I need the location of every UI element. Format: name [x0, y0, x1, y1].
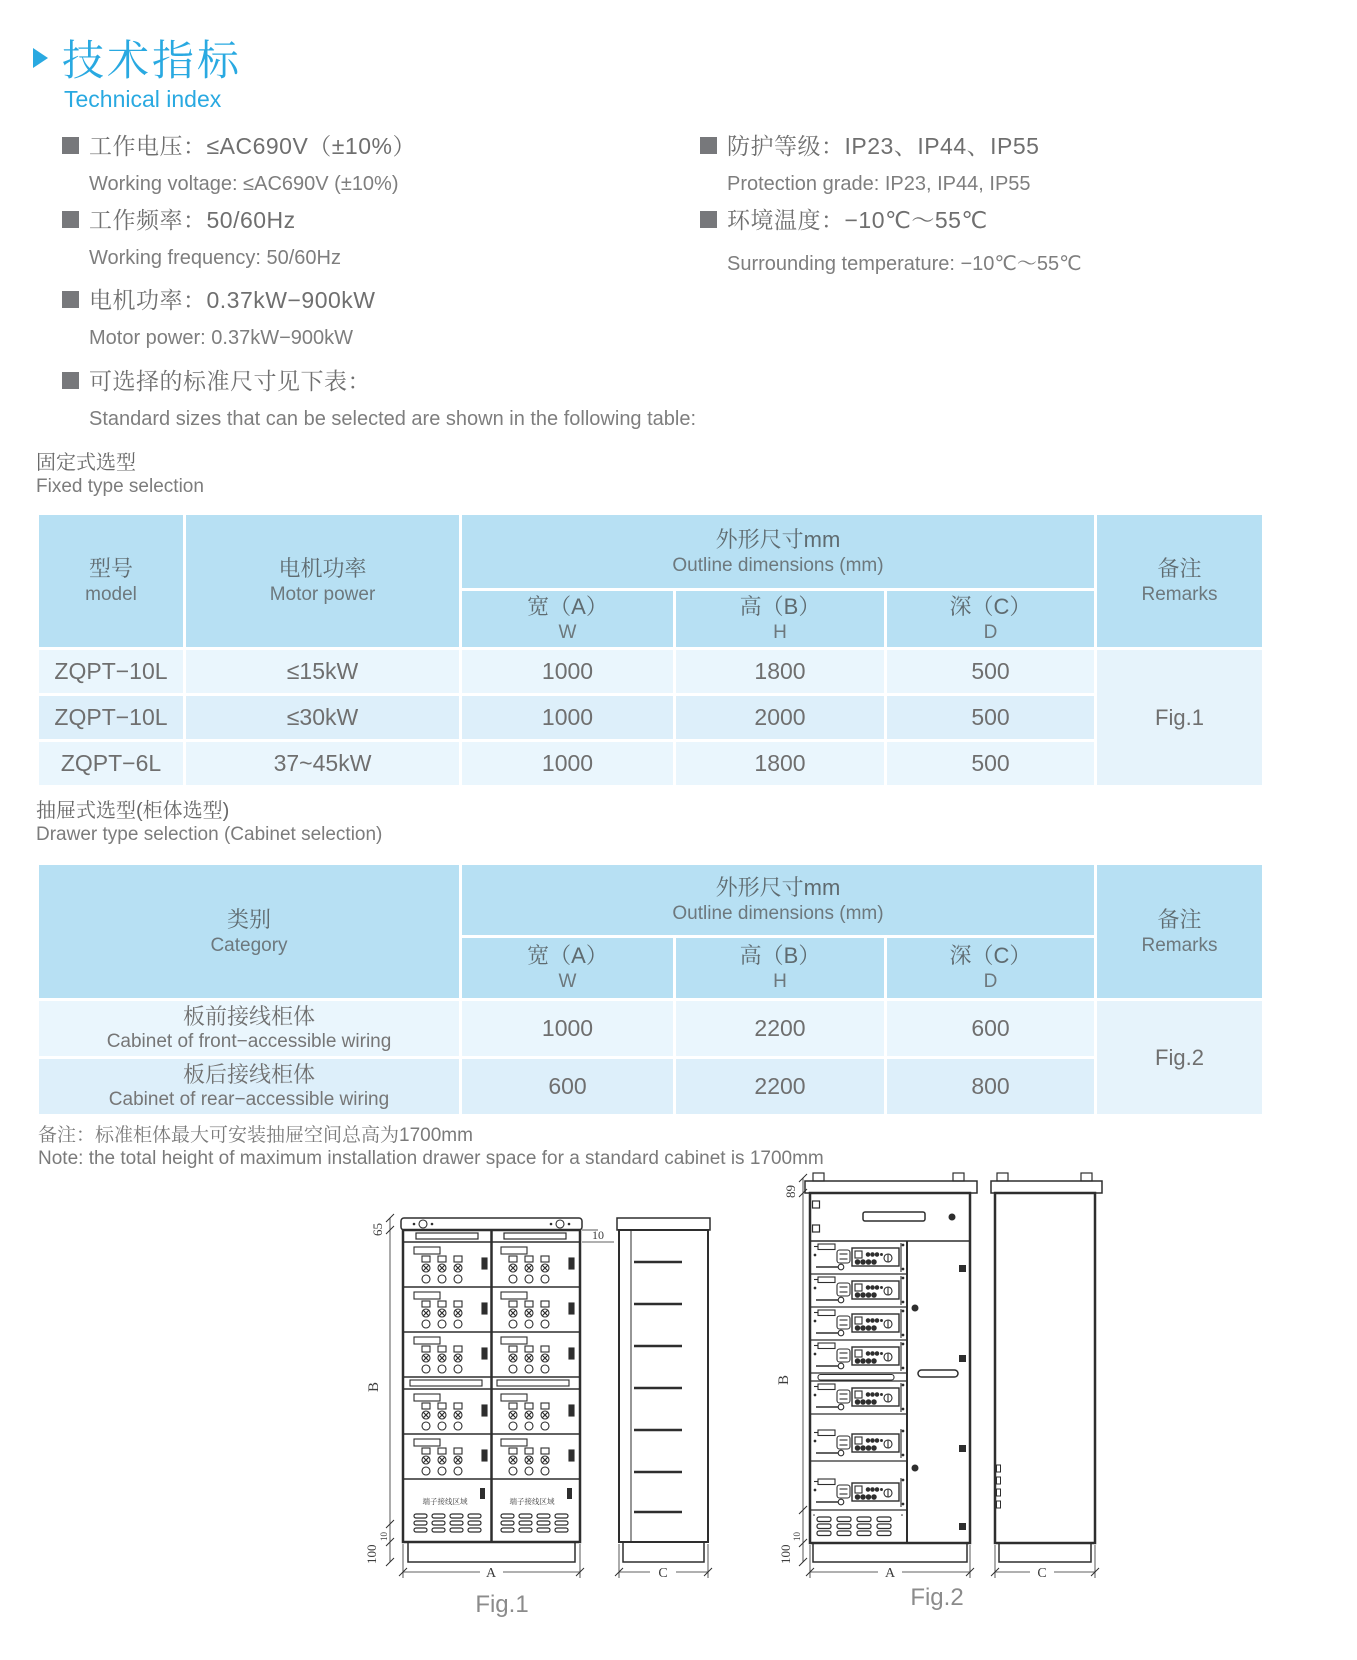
- t2-r0-cat-zh: 板前接线柜体: [182, 1004, 315, 1029]
- t2-col-height: [675, 937, 886, 1000]
- page-title-en: Technical index: [64, 86, 222, 112]
- square-bullet-icon: [700, 137, 717, 154]
- t2-r0-d: 600: [886, 1000, 1096, 1058]
- page-title-zh: 技术指标: [62, 37, 243, 84]
- square-bullet-icon: [62, 137, 79, 154]
- spec-en: Working frequency: 50/60Hz: [89, 247, 341, 269]
- drawer-type-table-wrap: [36, 862, 1262, 1117]
- fig2-side-view: [991, 1173, 1102, 1580]
- table-row: [38, 741, 1264, 787]
- t2-r1-cat-zh: 板后接线柜体: [182, 1062, 315, 1087]
- t1-r2-power: 37~45kW: [185, 741, 461, 787]
- square-bullet-icon: [62, 372, 79, 389]
- t1-col-height-zh: 高（B）: [739, 594, 821, 619]
- fig1-caption: Fig.1: [475, 1591, 529, 1618]
- t2-col-remarks-en: Remarks: [1141, 934, 1218, 956]
- spec-working-voltage: [62, 128, 416, 196]
- fig1-terminal-area: [414, 1488, 572, 1532]
- fig2-dim-cap-label: 89: [783, 1185, 798, 1198]
- t1-r1-h: 2000: [675, 695, 886, 741]
- t2-r0-category: [38, 1000, 461, 1058]
- t1-r1-d: 500: [886, 695, 1096, 741]
- fixed-type-table: [36, 512, 1265, 788]
- t2-col-width-zh: 宽（A）: [527, 943, 608, 968]
- spec-zh: 环境温度：−10℃～55℃: [727, 207, 988, 233]
- fig2-caption: Fig.2: [910, 1584, 964, 1611]
- t1-col-remarks-en: Remarks: [1141, 584, 1218, 605]
- fig1-terminal-label-right: 端子接线区域: [509, 1497, 555, 1506]
- t1-r0-power: ≤15kW: [185, 649, 461, 695]
- fig2-door: [912, 1265, 967, 1530]
- table-row: [38, 695, 1264, 741]
- spec-standard-sizes: [62, 363, 696, 431]
- t2-remark: Fig.2: [1096, 1000, 1264, 1116]
- t2-col-height-en: H: [773, 971, 787, 992]
- fig2-dim-strip-label: 10: [792, 1532, 802, 1541]
- t1-col-remarks: [1096, 514, 1264, 649]
- fig1-dim-cap-label: 65: [370, 1223, 385, 1236]
- t1-col-power-zh: 电机功率: [278, 556, 367, 581]
- t2-r1-cat-en: Cabinet of rear−accessible wiring: [108, 1089, 390, 1110]
- t1-r1-model: ZQPT−10L: [38, 695, 185, 741]
- spec-surrounding-temperature: [700, 202, 1082, 276]
- spec-motor-power: [62, 282, 376, 350]
- spec-en: Standard sizes that can be selected are shown in the following table:: [89, 408, 697, 430]
- t1-col-height: [675, 590, 886, 649]
- square-bullet-icon: [62, 291, 79, 308]
- spec-en: Motor power: 0.37kW−900kW: [89, 327, 353, 349]
- fig2-left-dimensions: [776, 1174, 807, 1566]
- t1-remark: Fig.1: [1096, 649, 1264, 787]
- fig2-dim-width-label: A: [884, 1566, 896, 1580]
- t2-col-dimensions: [461, 864, 1096, 937]
- t1-r0-h: 1800: [675, 649, 886, 695]
- t1-col-depth-zh: 深（C）: [949, 594, 1032, 619]
- t2-col-depth-en: D: [983, 971, 998, 992]
- t2-r0-h: 2200: [675, 1000, 886, 1058]
- t1-col-dimensions: [461, 514, 1096, 590]
- t2-col-height-zh: 高（B）: [739, 943, 821, 968]
- fig1-dim-width-label: A: [485, 1566, 497, 1581]
- t1-col-model: [38, 514, 185, 649]
- t1-r2-h: 1800: [675, 741, 886, 787]
- spec-working-frequency: [62, 202, 341, 270]
- t1-col-remarks-zh: 备注: [1157, 556, 1202, 581]
- table-row: [38, 1058, 1264, 1116]
- t1-r1-power: ≤30kW: [185, 695, 461, 741]
- t1-col-power: [185, 514, 461, 649]
- fig1-terminal-label-left: 端子接线区域: [422, 1497, 468, 1506]
- spec-protection-grade: [700, 128, 1039, 196]
- fig1-left-dimensions: [364, 1214, 394, 1566]
- spec-zh: 电机功率：0.37kW−900kW: [89, 287, 376, 313]
- t1-r2-d: 500: [886, 741, 1096, 787]
- t2-col-dims-zh: 外形尺寸mm: [715, 875, 841, 900]
- t1-col-dims-en: Outline dimensions (mm): [672, 554, 884, 576]
- t1-col-model-zh: 型号: [88, 556, 133, 581]
- table-row: [38, 1000, 1264, 1058]
- t1-r0-w: 1000: [461, 649, 675, 695]
- t2-col-depth-zh: 深（C）: [949, 943, 1032, 968]
- t2-col-category-zh: 类别: [226, 906, 271, 932]
- square-bullet-icon: [700, 211, 717, 228]
- t1-r2-w: 1000: [461, 741, 675, 787]
- spec-zh: 工作电压：≤AC690V（±10%）: [89, 133, 416, 159]
- t1-col-width: [461, 590, 675, 649]
- spec-zh: 防护等级：IP23、IP44、IP55: [727, 133, 1040, 159]
- t1-col-width-en: W: [558, 622, 577, 643]
- t1-r0-d: 500: [886, 649, 1096, 695]
- drawer-type-table: [36, 862, 1265, 1117]
- fig1-drawing: [330, 1192, 725, 1592]
- t1-col-dims-zh: 外形尺寸mm: [715, 526, 841, 552]
- section2-title-zh: 抽屉式选型(柜体选型): [36, 800, 230, 822]
- note-zh: 备注：标准柜体最大可安装抽屉空间总高为1700mm: [38, 1125, 473, 1146]
- t2-r1-d: 800: [886, 1058, 1096, 1116]
- fig2-dim-height-label: B: [776, 1374, 792, 1386]
- table-row: [38, 649, 1264, 695]
- t2-col-category: [38, 864, 461, 1000]
- fig1-front-view: [399, 1218, 614, 1581]
- fig2-dim-base-label: 100: [778, 1544, 793, 1564]
- t2-r0-w: 1000: [461, 1000, 675, 1058]
- fig1-drawer-units: [414, 1247, 574, 1475]
- fig1-dim-base-label: 100: [364, 1544, 379, 1564]
- t2-col-remarks-zh: 备注: [1157, 906, 1202, 932]
- t1-r2-model: ZQPT−6L: [38, 741, 185, 787]
- fig1-side-view: [615, 1218, 712, 1581]
- t1-col-width-zh: 宽（A）: [527, 594, 608, 619]
- spec-en: Protection grade: IP23, IP44, IP55: [727, 173, 1031, 195]
- t1-r0-model: ZQPT−10L: [38, 649, 185, 695]
- section1-title-zh: 固定式选型: [36, 452, 136, 474]
- fig2-front-view: [805, 1173, 977, 1580]
- t1-r1-w: 1000: [461, 695, 675, 741]
- fig1-dim-strip-label: 10: [379, 1532, 389, 1541]
- spec-en: Working voltage: ≤AC690V (±10%): [89, 173, 399, 195]
- section2-title-en: Drawer type selection (Cabinet selection): [36, 824, 383, 845]
- t2-col-width-en: W: [558, 971, 577, 992]
- t1-col-depth-en: D: [983, 622, 998, 643]
- spec-zh: 工作频率：50/60Hz: [89, 207, 296, 233]
- section1-title-en: Fixed type selection: [36, 476, 204, 497]
- section-arrow-icon: [33, 48, 48, 68]
- t2-col-width: [461, 937, 675, 1000]
- t1-col-model-en: model: [85, 584, 137, 605]
- t2-col-remarks: [1096, 864, 1264, 1000]
- fig1-dim-depth-label: C: [658, 1566, 668, 1581]
- fig1-dim-top-right-label: 10: [592, 1228, 604, 1242]
- t2-col-depth: [886, 937, 1096, 1000]
- spec-zh: 可选择的标准尺寸见下表：: [89, 368, 371, 394]
- t2-r1-h: 2200: [675, 1058, 886, 1116]
- spec-en: Surrounding temperature: −10℃～55℃: [727, 253, 1082, 275]
- fixed-type-table-wrap: [36, 512, 1262, 788]
- square-bullet-icon: [62, 211, 79, 228]
- t2-r0-cat-en: Cabinet of front−accessible wiring: [106, 1031, 392, 1052]
- fig2-vent-area: [813, 1514, 903, 1535]
- t1-col-power-en: Motor power: [269, 584, 376, 605]
- note-en: Note: the total height of maximum installation drawer space for a standard cabinet is 1700mm: [38, 1148, 824, 1169]
- t1-col-height-en: H: [773, 622, 787, 643]
- fig2-dim-depth-label: C: [1037, 1566, 1047, 1580]
- t2-r1-category: [38, 1058, 461, 1116]
- fig2-drawing: [700, 1165, 1120, 1580]
- t1-col-depth: [886, 590, 1096, 649]
- t2-col-dims-en: Outline dimensions (mm): [672, 903, 884, 924]
- t2-r1-w: 600: [461, 1058, 675, 1116]
- t2-col-category-en: Category: [210, 934, 288, 956]
- fig1-dim-height-label: B: [366, 1381, 382, 1393]
